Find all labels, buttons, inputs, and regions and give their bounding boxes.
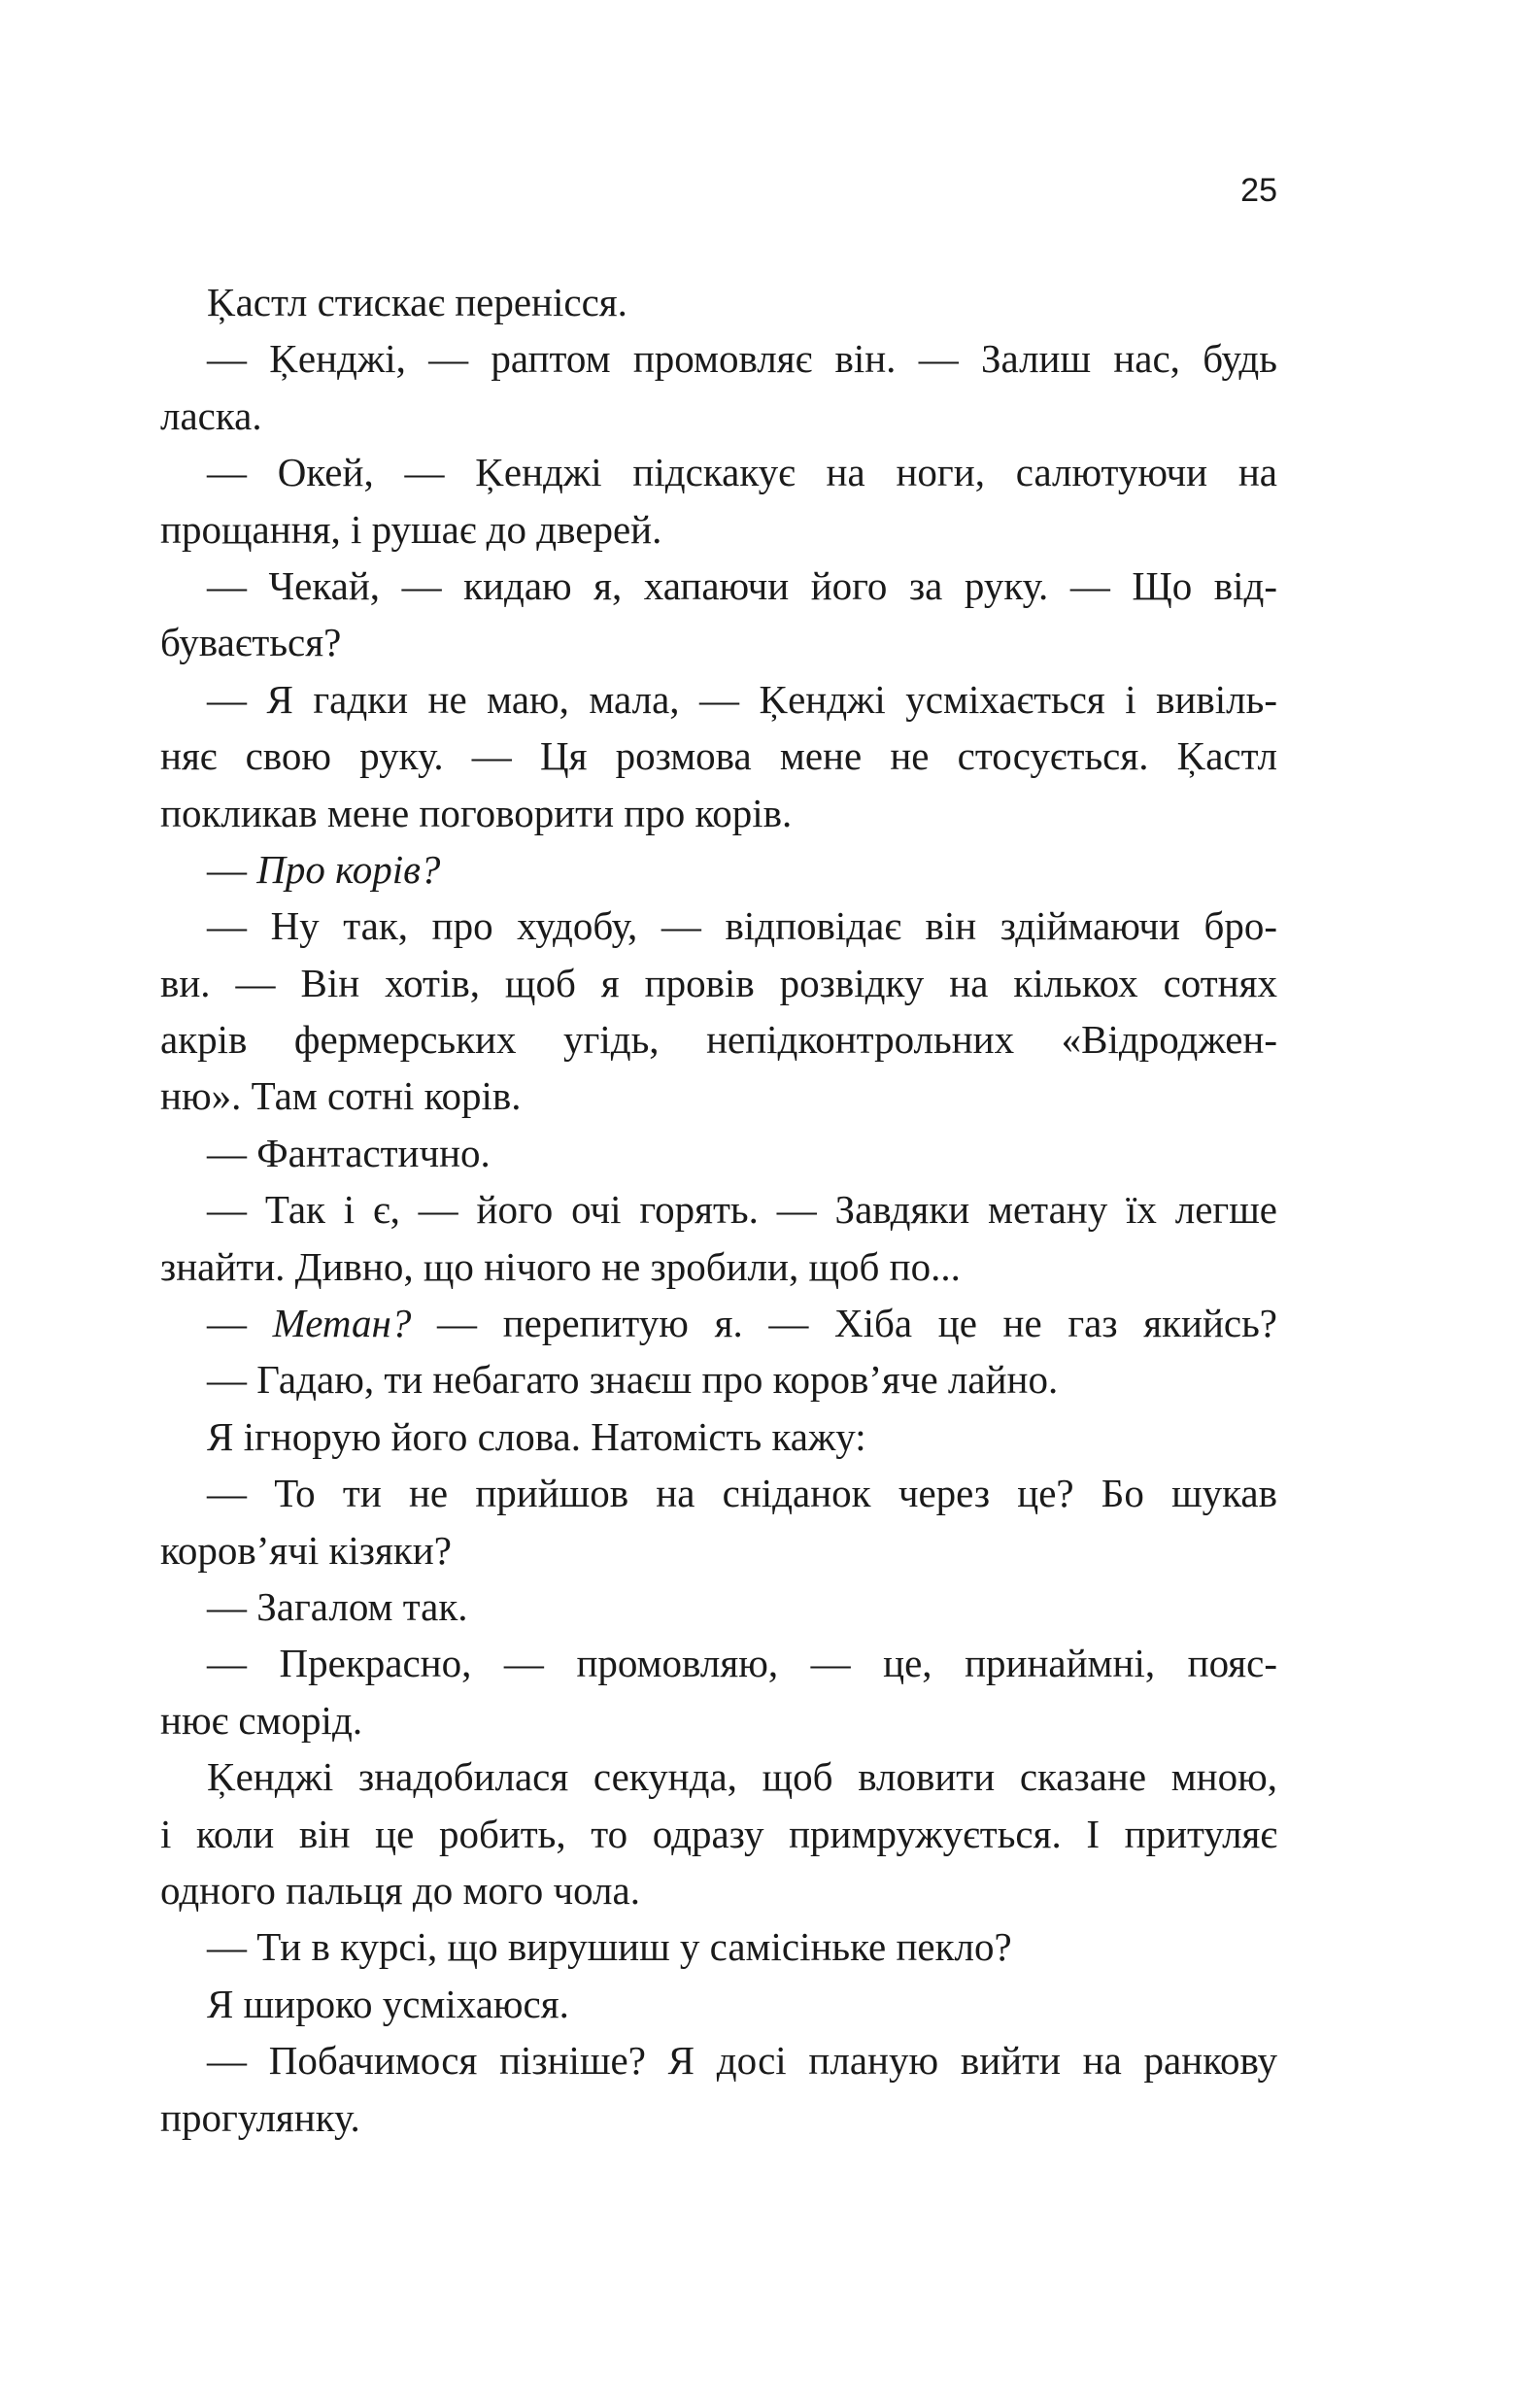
text-line: знайти. Дивно, що нічого не зробили, щоб по...	[160, 1243, 961, 1289]
text-line: і коли він це робить, то одразу примружується. І притуляє	[160, 1811, 1277, 1856]
text-line	[160, 1295, 1277, 1351]
page-number: 25	[1240, 172, 1277, 209]
text-line: Ķастл стискає перенісся.	[207, 280, 627, 324]
text-line: — Прекрасно, — промовляю, — це, принаймні, пояс-	[207, 1641, 1277, 1686]
body-text	[160, 274, 1277, 2146]
text-line	[160, 841, 1277, 898]
text-line: — Чекай, — кидаю я, хапаючи його за руку. — Що від-	[207, 562, 1277, 608]
text-line: Я ігнорую його слова. Натомість кажу:	[207, 1413, 866, 1459]
line-text: —	[207, 846, 257, 892]
italic-text: Про корів?	[256, 846, 441, 892]
text-line: Ķенджі знадобилася секунда, щоб вловити сказане мною,	[207, 1754, 1277, 1800]
text-line: — Фантастично.	[207, 1130, 491, 1175]
text-line: ласка.	[160, 392, 262, 438]
text-line: покликав мене поговорити про корів.	[160, 790, 793, 835]
text-line: — Загалом так.	[207, 1583, 468, 1629]
line-text: — перепитую я. — Хіба це не газ якийсь?	[411, 1301, 1277, 1346]
text-line: бувається?	[160, 620, 342, 665]
text-line: ви. — Він хотів, щоб я провів розвідку на кількох сотнях	[160, 960, 1277, 1005]
text-line: — Так і є, — його очі горять. — Завдяки метану їх легше	[207, 1187, 1277, 1233]
line-text: —	[207, 1301, 273, 1346]
text-line: прощання, і рушає до дверей.	[160, 506, 662, 552]
text-line: прогулянку.	[160, 2094, 360, 2140]
text-line: — То ти не прийшов на сніданок через це? Бо шукав	[207, 1471, 1277, 1516]
text-line: — Окей, — Ķенджі підскакує на ноги, салютуючи на	[207, 450, 1277, 495]
text-line: — Ти в курсі, що вирушиш у самісіньке пекло?	[207, 1924, 1012, 1970]
text-line: акрів фермерських угідь, непідконтрольних «Відроджен-	[160, 1017, 1277, 1063]
text-line: одного пальця до мого чола.	[160, 1867, 640, 1913]
text-line: нює сморід.	[160, 1697, 363, 1743]
text-line: няє свою руку. — Ця розмова мене не стосується. Ķастл	[160, 733, 1277, 779]
text-line: — Ну так, про худобу, — відповідає він здіймаючи бро-	[207, 903, 1277, 949]
text-line: — Я гадки не маю, мала, — Ķенджі усміхається і вивіль-	[207, 676, 1277, 722]
text-line: — Гадаю, ти небагато знаєш про коров’яче лайно.	[207, 1357, 1059, 1403]
text-line: Я широко усміхаюся.	[207, 1981, 569, 2026]
text-line: — Побачимося пізніше? Я досі планую вийти на ранкову	[207, 2038, 1277, 2084]
text-line: — Ķенджі, — раптом промовляє він. — Залиш нас, будь	[207, 336, 1277, 382]
text-line: ню». Там сотні корів.	[160, 1073, 522, 1119]
text-line: коров’ячі кізяки?	[160, 1527, 452, 1573]
italic-text: Метан?	[272, 1301, 412, 1346]
